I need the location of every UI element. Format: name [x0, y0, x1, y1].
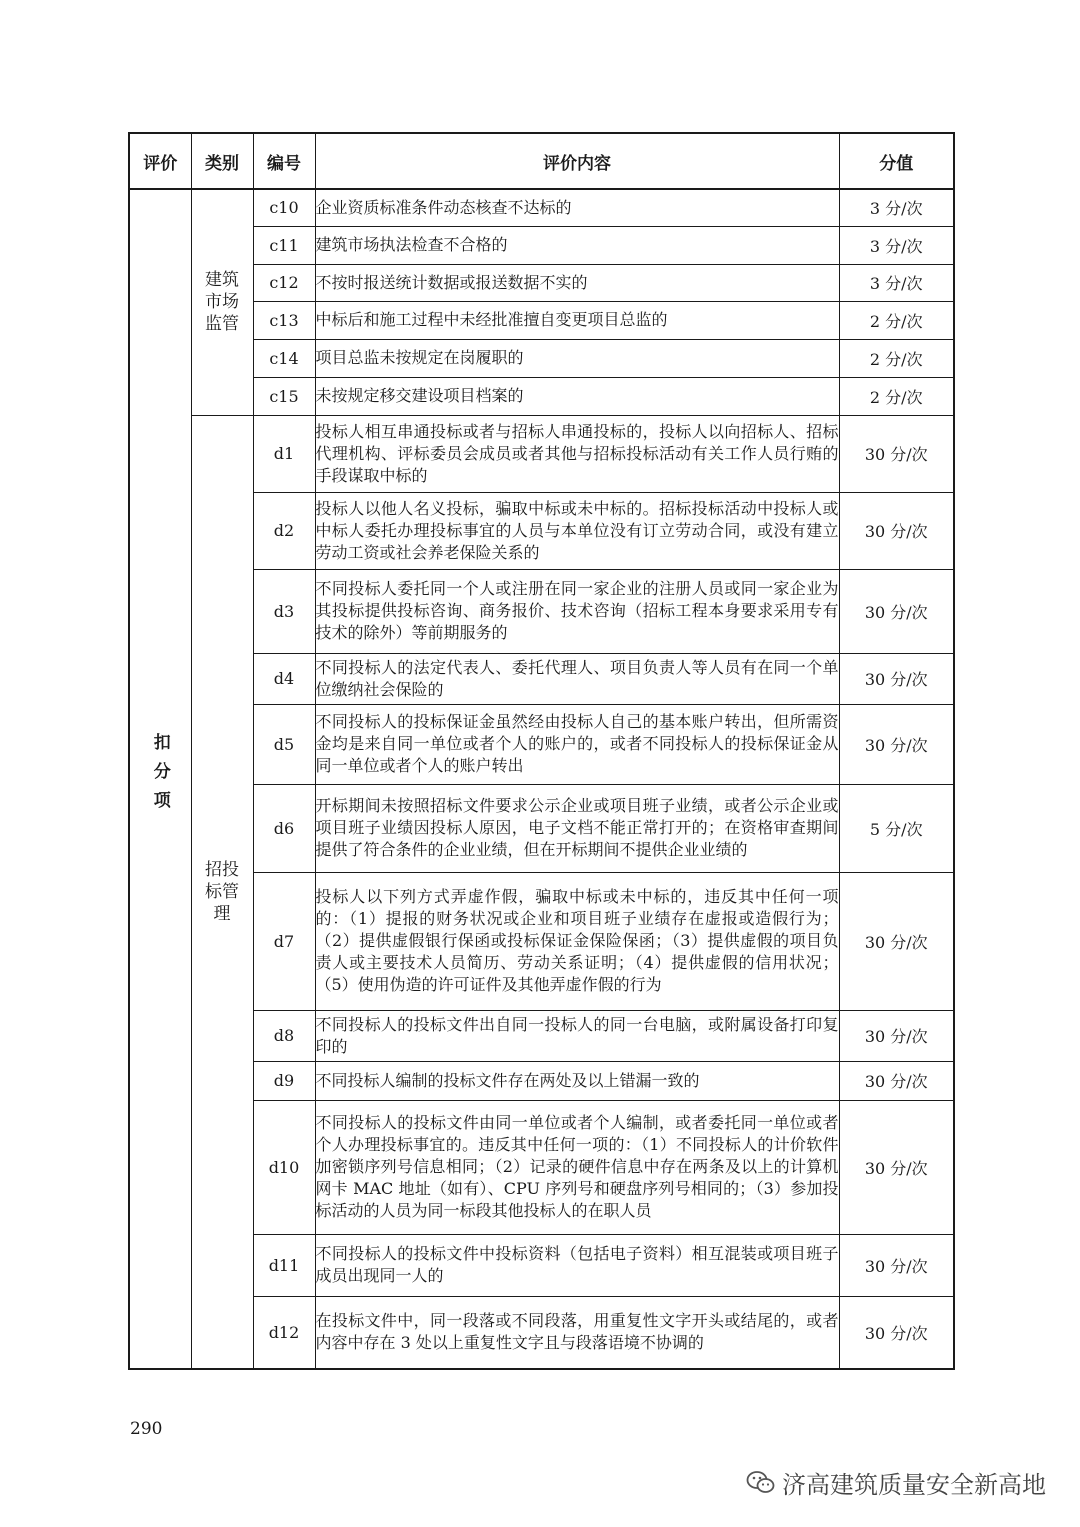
row-code: d7 [253, 872, 315, 1010]
row-code: c13 [253, 301, 315, 339]
row-score: 3 分/次 [839, 264, 954, 301]
table-row [129, 1234, 954, 1296]
row-score: 30 分/次 [839, 415, 954, 492]
row-score: 5 分/次 [839, 784, 954, 872]
table-row [129, 784, 954, 872]
row-content: 不按时报送统计数据或报送数据不实的 [315, 264, 839, 301]
row-code: d6 [253, 784, 315, 872]
table-row [129, 653, 954, 704]
table-row [129, 704, 954, 784]
table-row [129, 189, 954, 226]
table-row [129, 1296, 954, 1369]
row-code: d1 [253, 415, 315, 492]
row-score: 30 分/次 [839, 492, 954, 569]
row-content: 开标期间未按照招标文件要求公示企业或项目班子业绩，或者公示企业或项目班子业绩因投标人原因，电子文档不能正常打开的；在资格审查期间提供了符合条件的企业业绩，但在开标期间不提供企业业绩的 [315, 784, 839, 872]
category-cell-bidding [191, 415, 253, 1369]
row-code: c14 [253, 339, 315, 377]
header-content: 评价内容 [315, 133, 839, 189]
header-row [129, 133, 954, 189]
row-code: d11 [253, 1234, 315, 1296]
watermark [746, 1465, 1046, 1500]
row-code: c15 [253, 377, 315, 415]
watermark-text: 济高建筑质量安全新高地 [782, 1471, 1046, 1499]
table-row [129, 492, 954, 569]
row-score: 30 分/次 [839, 653, 954, 704]
table-row [129, 1061, 954, 1100]
row-content: 在投标文件中，同一段落或不同段落，用重复性文字开头或结尾的，或者内容中存在 3 处以上重复性文字且与段落语境不协调的 [315, 1296, 839, 1369]
row-code: c11 [253, 226, 315, 264]
row-score: 3 分/次 [839, 226, 954, 264]
row-code: d12 [253, 1296, 315, 1369]
row-content: 项目总监未按规定在岗履职的 [315, 339, 839, 377]
row-content: 投标人以下列方式弄虚作假，骗取中标或未中标的，违反其中任何一项的：（1）提报的财务状况或企业和项目班子业绩存在虚报或造假行为；（2）提供虚假银行保函或投标保证金保险保函；（3）提供虚假的项目负责人或主要技术人员简历、劳动关系证明；（4）提供虚假的信用状况；（5）使用伪造的许可证件及其他弄虚作假的行为 [315, 872, 839, 1010]
evaluation-table [128, 132, 955, 1370]
table-row [129, 226, 954, 264]
row-score: 30 分/次 [839, 1296, 954, 1369]
category-label-market: 建筑市场监管 [205, 270, 239, 335]
row-score: 30 分/次 [839, 569, 954, 653]
row-score: 30 分/次 [839, 1234, 954, 1296]
row-content: 不同投标人委托同一个人或注册在同一家企业的注册人员或同一家企业为其投标提供投标咨询、商务报价、技术咨询（招标工程本身要求采用专有技术的除外）等前期服务的 [315, 569, 839, 653]
row-code: d9 [253, 1061, 315, 1100]
table-row [129, 872, 954, 1010]
row-code: d2 [253, 492, 315, 569]
eval-group-label: 扣分项 [149, 733, 170, 820]
row-content: 不同投标人的投标文件由同一单位或者个人编制，或者委托同一单位或者个人办理投标事宜的。违反其中任何一项的：（1）不同投标人的计价软件加密锁序列号信息相同；（2）记录的硬件信息中存在两条及以上的计算机网卡 MAC 地址（如有）、CPU 序列号和硬盘序列号相同的；（3）参加投标活动的人员为同一标段其他投标人的在职人员 [315, 1100, 839, 1234]
row-score: 2 分/次 [839, 377, 954, 415]
eval-group-cell [129, 189, 191, 1369]
page-number: 290 [130, 1419, 163, 1439]
table-row [129, 1100, 954, 1234]
row-code: d5 [253, 704, 315, 784]
row-score: 30 分/次 [839, 1100, 954, 1234]
row-content: 建筑市场执法检查不合格的 [315, 226, 839, 264]
table-row [129, 301, 954, 339]
row-content: 不同投标人的投标保证金虽然经由投标人自己的基本账户转出，但所需资金均是来自同一单位或者个人的账户的，或者不同投标人的投标保证金从同一单位或者个人的账户转出 [315, 704, 839, 784]
wechat-icon [746, 1470, 776, 1496]
row-code: c12 [253, 264, 315, 301]
row-score: 2 分/次 [839, 339, 954, 377]
row-content: 未按规定移交建设项目档案的 [315, 377, 839, 415]
row-content: 不同投标人编制的投标文件存在两处及以上错漏一致的 [315, 1061, 839, 1100]
row-score: 30 分/次 [839, 704, 954, 784]
row-score: 30 分/次 [839, 872, 954, 1010]
row-content: 中标后和施工过程中未经批准擅自变更项目总监的 [315, 301, 839, 339]
row-content: 不同投标人的投标文件出自同一投标人的同一台电脑，或附属设备打印复印的 [315, 1010, 839, 1061]
table-row [129, 339, 954, 377]
row-score: 30 分/次 [839, 1061, 954, 1100]
row-content: 不同投标人的投标文件中投标资料（包括电子资料）相互混装或项目班子成员出现同一人的 [315, 1234, 839, 1296]
table-body [129, 189, 954, 1369]
row-content: 投标人相互串通投标或者与招标人串通投标的，投标人以向招标人、招标代理机构、评标委员会成员或者其他与招标投标活动有关工作人员行贿的手段谋取中标的 [315, 415, 839, 492]
row-code: d3 [253, 569, 315, 653]
row-content: 不同投标人的法定代表人、委托代理人、项目负责人等人员有在同一个单位缴纳社会保险的 [315, 653, 839, 704]
row-code: d10 [253, 1100, 315, 1234]
row-content: 投标人以他人名义投标，骗取中标或未中标的。招标投标活动中投标人或中标人委托办理投标事宜的人员与本单位没有订立劳动合同，或没有建立劳动工资或社会养老保险关系的 [315, 492, 839, 569]
table-row [129, 1010, 954, 1061]
row-code: c10 [253, 189, 315, 226]
header-code: 编号 [253, 133, 315, 189]
row-score: 3 分/次 [839, 189, 954, 226]
category-label-bidding: 招投标管理 [205, 859, 239, 924]
row-score: 30 分/次 [839, 1010, 954, 1061]
row-code: d8 [253, 1010, 315, 1061]
header-score: 分值 [839, 133, 954, 189]
table-row [129, 569, 954, 653]
row-score: 2 分/次 [839, 301, 954, 339]
table-row [129, 377, 954, 415]
table-row [129, 415, 954, 492]
category-cell-market [191, 189, 253, 415]
header-eval: 评价 [129, 133, 191, 189]
table-row [129, 264, 954, 301]
row-content: 企业资质标准条件动态核查不达标的 [315, 189, 839, 226]
row-code: d4 [253, 653, 315, 704]
header-category: 类别 [191, 133, 253, 189]
